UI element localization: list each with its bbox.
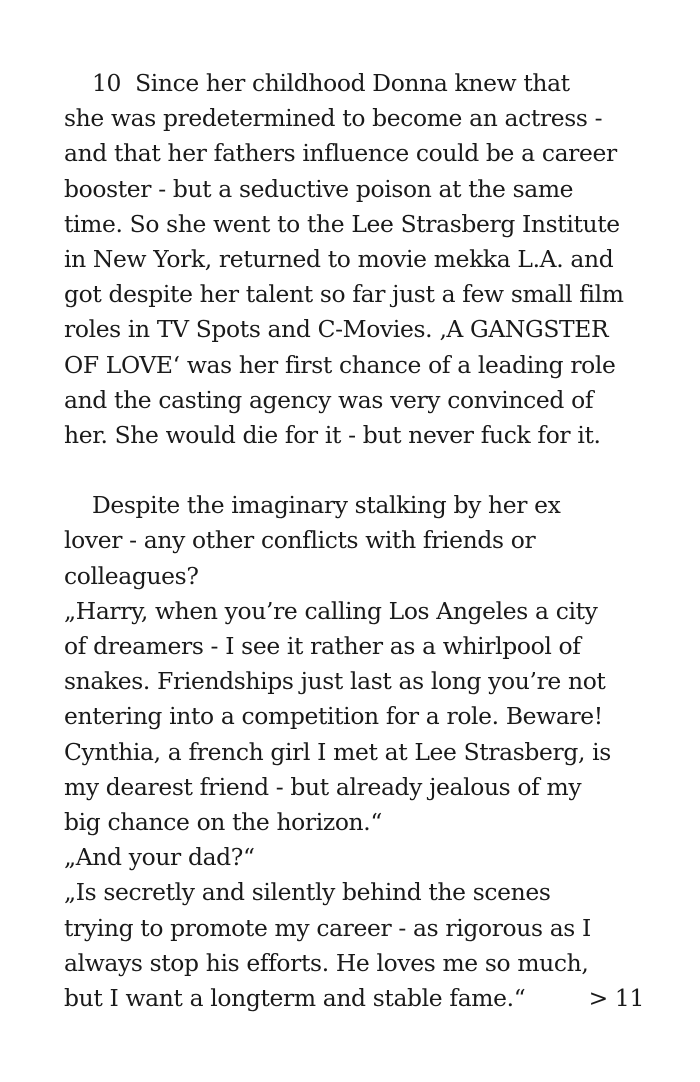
text-line: roles in TV Spots and C-Movies. ‚A GANGSTER [64,315,609,344]
text-line: trying to promote my career - as rigorous as I [64,913,591,942]
text-line: „Harry, when you’re calling Los Angeles a city [64,596,598,625]
text-line: 10 Since her childhood Donna knew that [92,69,570,97]
text-line: but I want a longterm and stable fame.“ > 11 [64,981,644,1016]
text-line: her. She would die for it - but never fuck for it. [64,421,601,450]
text-line: lover - any other conflicts with friends or [64,526,536,555]
text-line: OF LOVE‘ was her first chance of a leading role [64,350,616,379]
paragraph-1 [64,66,644,453]
text-line: time. So she went to the Lee Strasberg Institute [64,209,620,238]
text-line: „Is secretly and silently behind the scenes [64,878,551,907]
text-line: big chance on the horizon.“ [64,808,382,837]
paragraph-gap [64,453,644,488]
text-line: snakes. Friendships just last as long you’re not [64,667,606,696]
text-line: of dreamers - I see it rather as a whirlpool of [64,632,581,661]
text-line: entering into a competition for a role. Beware! [64,702,603,731]
text-line: colleagues? [64,561,199,590]
text-line: got despite her talent so far just a few small film [64,280,624,309]
text-line: and that her fathers influence could be a career [64,139,617,168]
page-body [64,66,644,1016]
text-line: and the casting agency was very convinced of [64,385,594,414]
text-line: always stop his efforts. He loves me so much, [64,948,589,977]
text-line: Despite the imaginary stalking by her ex [92,491,561,520]
text-line: my dearest friend - but already jealous of my [64,772,582,801]
page-number: 10 [92,69,122,97]
text-line: she was predetermined to become an actress - [64,104,603,133]
text-line: in New York, returned to movie mekka L.A. and [64,245,614,274]
text-line: Cynthia, a french girl I met at Lee Strasberg, is [64,737,611,766]
text-line: „And your dad?“ [64,843,255,872]
next-page-marker[interactable]: > 11 [588,984,644,1013]
text-line: booster - but a seductive poison at the same [64,174,574,203]
paragraph-2 [64,488,644,1016]
